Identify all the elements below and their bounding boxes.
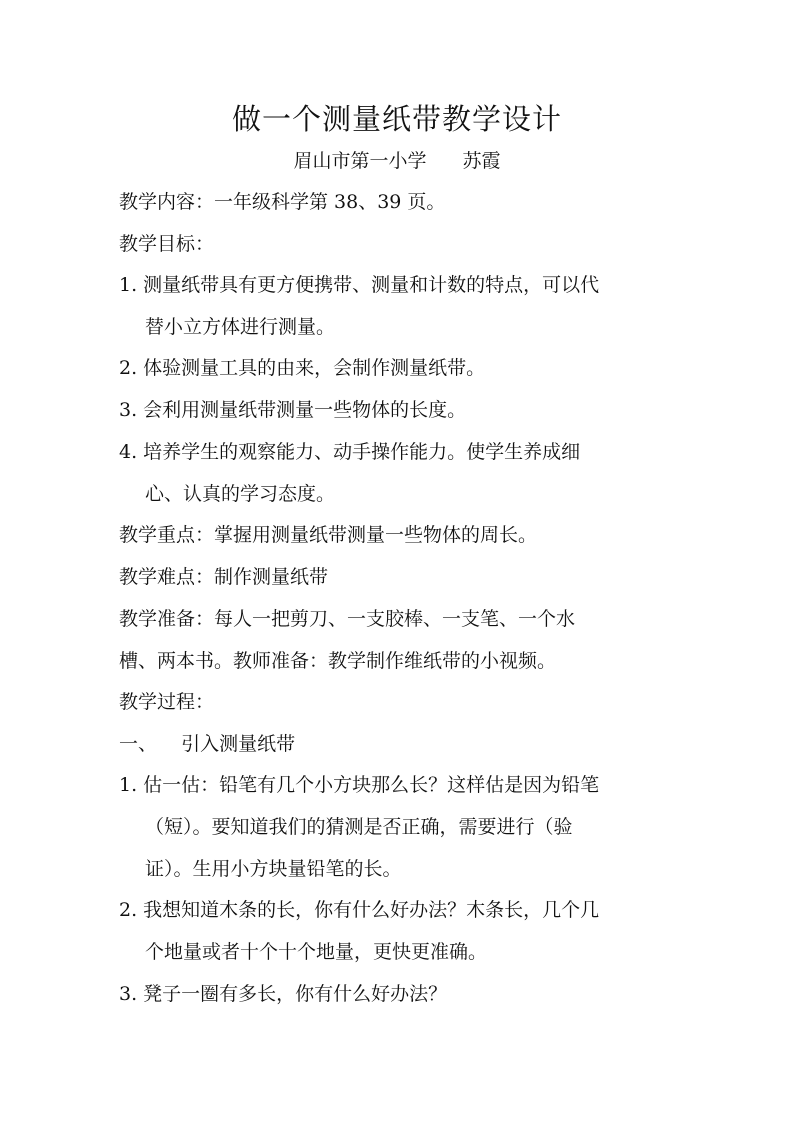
school-name: 眉山市第一小学	[293, 150, 427, 172]
objective-2: 2. 体验测量工具的由来，会制作测量纸带。	[119, 357, 486, 379]
teaching-content: 教学内容：一年级科学第 38、39 页。	[119, 191, 446, 213]
process-heading: 教学过程：	[119, 691, 215, 713]
objective-4: 4. 培养学生的观察能力、动手操作能力。使学生养成细	[119, 441, 581, 463]
step-2-cont: 个地量或者十个十个地量，更快更准确。	[145, 941, 488, 963]
objectives-heading: 教学目标：	[119, 233, 215, 255]
step-2: 2. 我想知道木条的长，你有什么好办法？木条长，几个几	[119, 899, 600, 921]
objective-3: 3. 会利用测量纸带测量一些物体的长度。	[119, 399, 467, 421]
preparation-cont: 槽、两本书。教师准备：教学制作维纸带的小视频。	[119, 650, 557, 672]
step-3: 3. 凳子一圈有多长，你有什么好办法？	[119, 983, 448, 1005]
section-1-heading: 一、 引入测量纸带	[119, 733, 296, 755]
key-points: 教学重点：掌握用测量纸带测量一些物体的周长。	[119, 524, 538, 546]
objective-1-cont: 替小立方体进行测量。	[145, 316, 336, 338]
author-name: 苏霞	[462, 150, 501, 172]
step-1: 1. 估一估：铅笔有几个小方块那么长？这样估是因为铅笔	[119, 774, 600, 796]
preparation: 教学准备：每人一把剪刀、一支胶棒、一支笔、一个水	[119, 608, 576, 630]
author-line	[0, 146, 794, 173]
document-title: 做一个测量纸带教学设计	[231, 102, 562, 136]
step-1-cont-b: 证）。生用小方块量铅笔的长。	[145, 858, 402, 880]
difficult-points: 教学难点：制作测量纸带	[119, 566, 329, 588]
objective-4-cont: 心、认真的学习态度。	[145, 483, 336, 505]
step-1-cont-a: （短）。要知道我们的猜测是否正确，需要进行（验	[145, 816, 573, 838]
objective-1: 1. 测量纸带具有更方便携带、测量和计数的特点，可以代	[119, 274, 600, 296]
